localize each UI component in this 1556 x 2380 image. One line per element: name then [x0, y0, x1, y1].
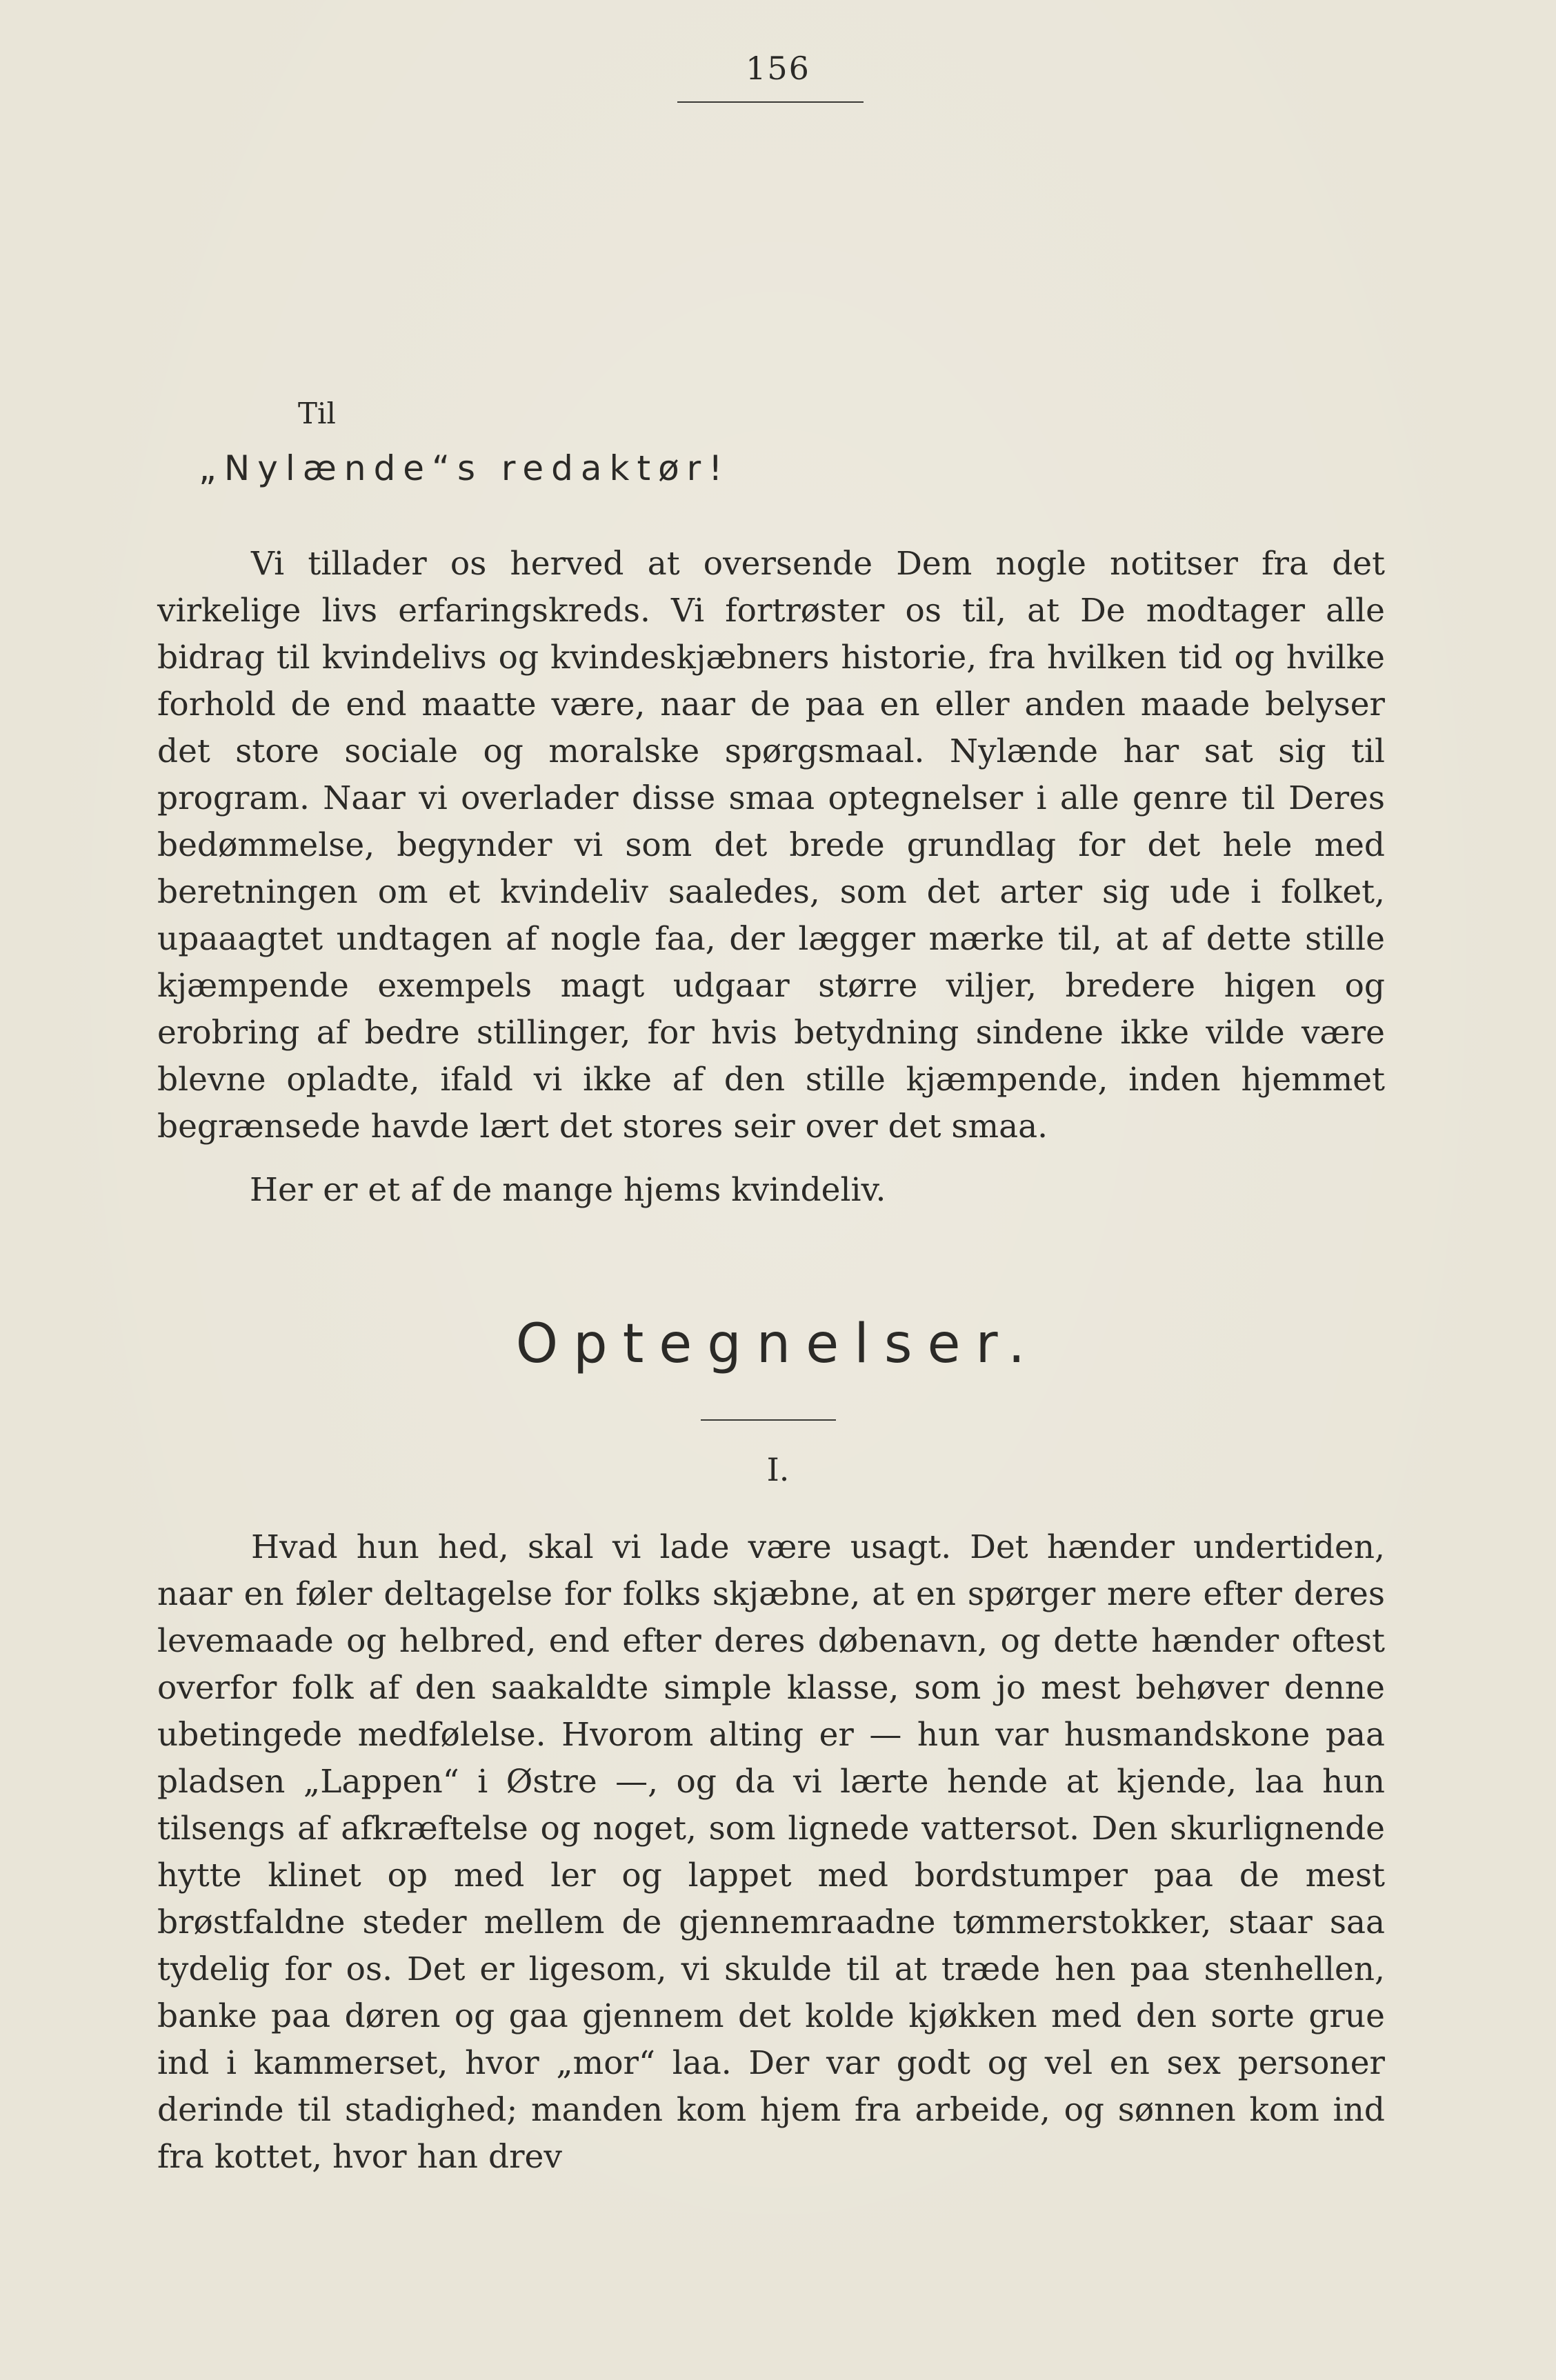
letter-intro	[157, 541, 1385, 1150]
page-number: 156	[746, 50, 810, 87]
article-title: Optegnelser.	[515, 1313, 1041, 1375]
intro-paragraph: Vi tillader os herved at oversende Dem nogle notitser fra det virkelige livs erfaringskreds. Vi fortrøster os til, at De modtager alle bidrag til kvindelivs og kvindeskjæbners historie, fra hvilken tid og hvilke forhold de end maatte være, naar de paa en eller anden maade belyser det store sociale og moralske spørgsmaal. Nylænde har sat sig til program. Naar vi overlader disse smaa optegnelser i alle genre til Deres bedømmelse, begynder vi som det brede grundlag for det hele med beretningen om et kvindeliv saaledes, som det arter sig ude i folket, upaaagtet undtagen af nogle faa, der lægger mærke til, at af dette stille kjæmpende exempels magt udgaar større viljer, bredere higen og erobring af bedre stillinger, for hvis betydning sindene ikke vilde være blevne opladte, ifald vi ikke af den stille kjæmpende, inden hjemmet begrænsede havde lært det stores seir over det smaa.	[157, 545, 1385, 1146]
letter-closing: Her er et af de mange hjems kvindeliv.	[250, 1171, 886, 1209]
article-paragraph: Hvad hun hed, skal vi lade være usagt. Det hænder undertiden, naar en føler deltagelse for folks skjæbne, at en spørger mere efter deres levemaade og helbred, end efter deres døbenavn, og dette hænder oftest overfor folk af den saakaldte simple klasse, som jo mest behøver denne ubetingede medfølelse. Hvorom alting er — hun var husmandskone paa pladsen „Lappen“ i Østre —, og da vi lærte hende at kjende, laa hun tilsengs af afkræftelse og noget, som lignede vattersot. Den skurlignende hytte klinet op med ler og lappet med bordstumper paa de mest brøstfaldne steder mellem de gjennemraadne tømmerstokker, staar saa tydelig for os. Det er ligesom, vi skulde til at træde hen paa stenhellen, banke paa døren og gaa gjennem det kolde kjøkken med den sorte grue ind i kammerset, hvor „mor“ laa. Der var godt og vel en sex personer derinde til stadighed; manden kom hjem fra arbeide, og sønnen kom ind fra kottet, hvor han drev	[157, 1528, 1385, 2176]
article-body	[157, 1524, 1385, 2181]
title-rule	[701, 1419, 836, 1421]
section-number: I.	[766, 1451, 790, 1488]
header-rule	[677, 101, 864, 103]
salutation-to: Til	[298, 397, 336, 430]
salutation-addressee: „Nylænde“s redaktør!	[199, 448, 730, 488]
